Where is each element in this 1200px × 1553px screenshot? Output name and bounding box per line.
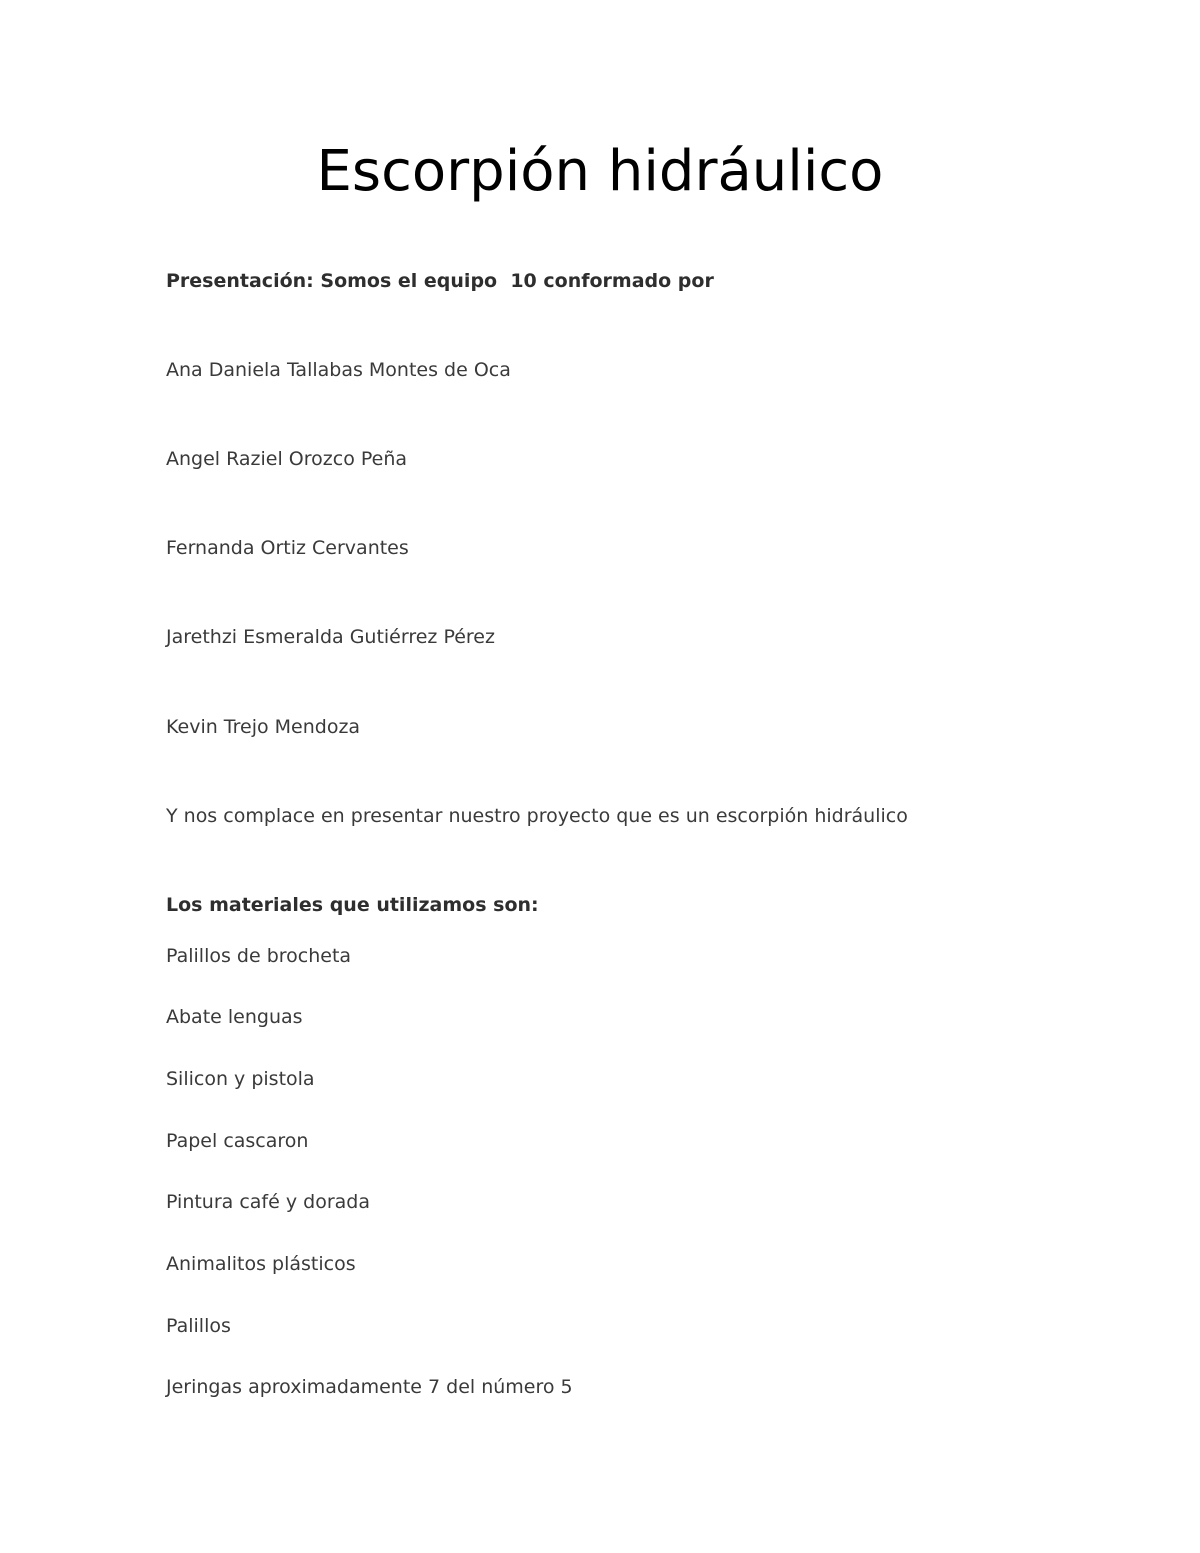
presentation-text: Somos el equipo 10 conformado por bbox=[320, 270, 714, 292]
material-item: Jeringas aproximadamente 7 del número 5 bbox=[166, 1376, 573, 1398]
presentation-line bbox=[166, 269, 714, 293]
material-item: Silicon y pistola bbox=[166, 1068, 315, 1090]
material-item: Palillos bbox=[166, 1315, 231, 1337]
material-item: Abate lenguas bbox=[166, 1006, 303, 1028]
member-name: Kevin Trejo Mendoza bbox=[166, 716, 361, 738]
material-item: Palillos de brocheta bbox=[166, 945, 352, 967]
member-name: Jarethzi Esmeralda Gutiérrez Pérez bbox=[166, 626, 495, 648]
material-item: Animalitos plásticos bbox=[166, 1253, 356, 1275]
closing-text: Y nos complace en presentar nuestro proyecto que es un escorpión hidráulico bbox=[166, 805, 908, 827]
material-item: Papel cascaron bbox=[166, 1130, 309, 1152]
member-name: Angel Raziel Orozco Peña bbox=[166, 448, 408, 470]
materials-heading: Los materiales que utilizamos son: bbox=[166, 894, 539, 916]
presentation-label: Presentación: bbox=[166, 270, 314, 292]
member-name: Fernanda Ortiz Cervantes bbox=[166, 537, 409, 559]
member-name: Ana Daniela Tallabas Montes de Oca bbox=[166, 359, 511, 381]
material-item: Pintura café y dorada bbox=[166, 1191, 370, 1213]
document-title: Escorpión hidráulico bbox=[316, 139, 884, 204]
